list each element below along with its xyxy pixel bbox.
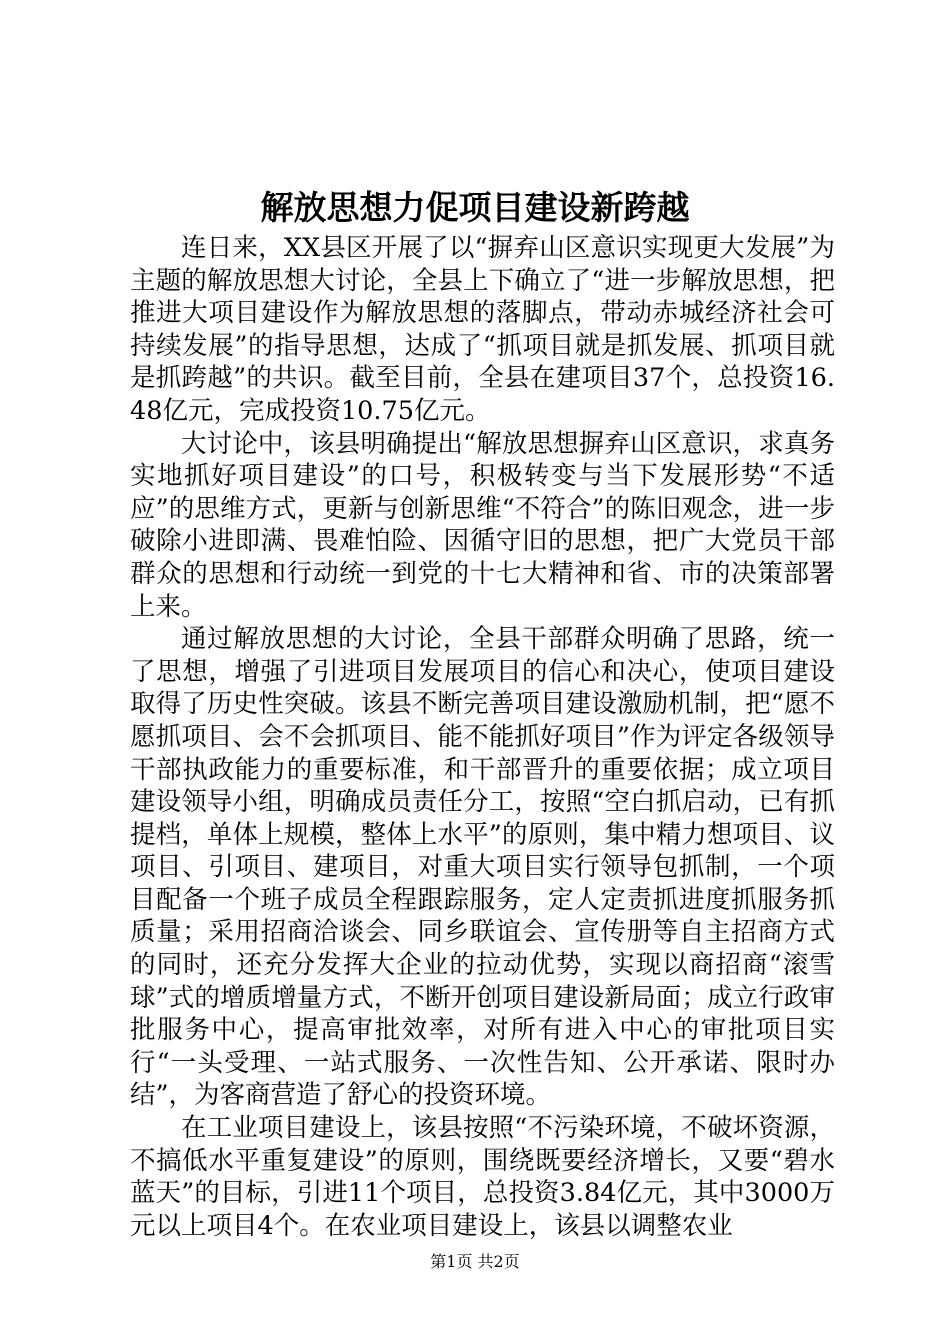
paragraph-2: 大讨论中，该县明确提出“解放思想摒弃山区意识，求真务实地抓好项目建设”的口号，积极转变与当下发展形势“不适应”的思维方式，更新与创新思维“不符合”的陈旧观念，进一步破除小进即满、畏难怕险、因循守旧的思想，把广大党员干部群众的思想和行动统一到党的十七大精神和省、市的决策部署上来。 [130, 428, 835, 622]
paragraph-4: 在工业项目建设上，该县按照“不污染环境，不破坏资源，不搞低水平重复建设”的原则，围绕既要经济增长，又要“碧水蓝天”的目标，引进11个项目，总投资3.84亿元，其中3000万元以上项目4个。在农业项目建设上，该县以调整农业 [130, 1113, 835, 1241]
page-footer: 第1页 共2页 [430, 1252, 520, 1271]
document-title: 解放思想力促项目建设新跨越 [260, 188, 690, 227]
paragraph-1: 连日来，XX县区开展了以“摒弃山区意识实现更大发展”为主题的解放思想大讨论，全县上下确立了“进一步解放思想，把推进大项目建设作为解放思想的落脚点，带动赤城经济社会可持续发展”的指导思想，达成了“抓项目就是抓发展、抓项目就是抓跨越”的共识。截至目前，全县在建项目37个，总投资16.48亿元，完成投资10.75亿元。 [130, 233, 835, 426]
document-body [130, 232, 835, 1242]
paragraph-3: 通过解放思想的大讨论，全县干部群众明确了思路，统一了思想，增强了引进项目发展项目的信心和决心，使项目建设取得了历史性突破。该县不断完善项目建设激励机制，把“愿不愿抓项目、会不会抓项目、能不能抓好项目”作为评定各级领导干部执政能力的重要标准，和干部晋升的重要依据；成立项目建设领导小组，明确成员责任分工，按照“空白抓启动，已有抓提档，单体上规模，整体上水平”的原则，集中精力想项目、议项目、引项目、建项目，对重大项目实行领导包抓制，一个项目配备一个班子成员全程跟踪服务，定人定责抓进度抓服务抓质量；采用招商洽谈会、同乡联谊会、宣传册等自主招商方式的同时，还充分发挥大企业的拉动优势，实现以商招商“滚雪球”式的增质增量方式，不断开创项目建设新局面；成立行政审批服务中心，提高审批效率，对所有进入中心的审批项目实行“一头受理、一站式服务、一次性告知、公开承诺、限时办结”，为客商营造了舒心的投资环境。 [130, 624, 835, 1111]
